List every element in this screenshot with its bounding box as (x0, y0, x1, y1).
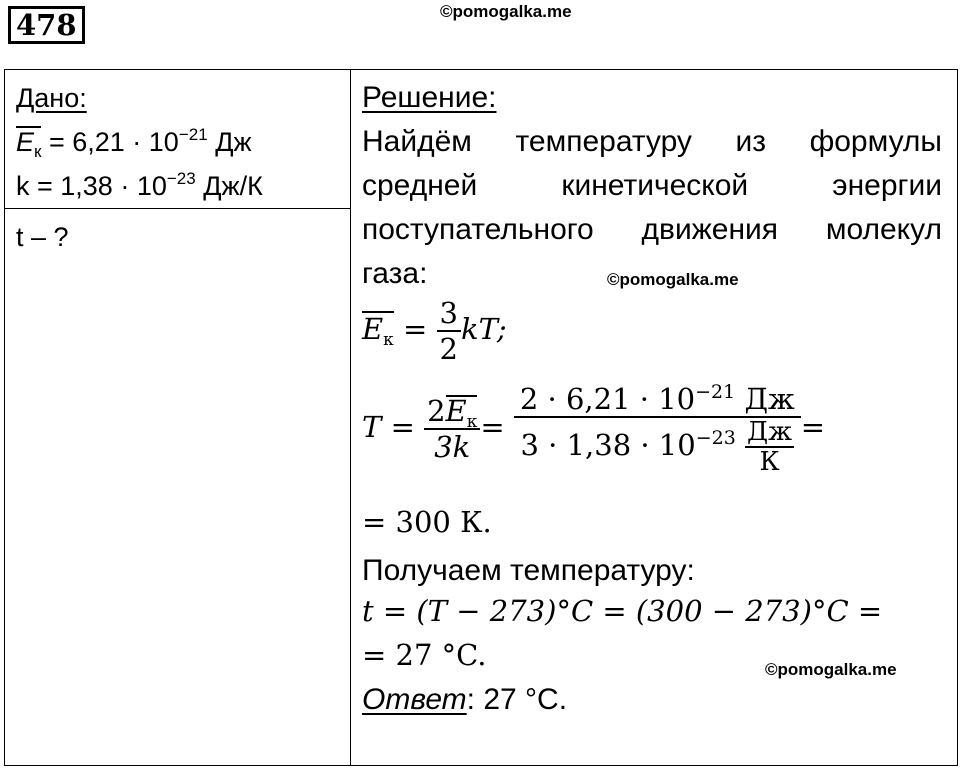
eq1-fraction-denominator: 2 (439, 332, 458, 366)
eq2-unit-fraction (745, 418, 794, 476)
given-boltzmann (16, 164, 346, 208)
boltzmann-unit: Дж/К (203, 171, 263, 201)
eq2-numerator-symbol: E (445, 394, 467, 428)
given-divider (4, 208, 351, 209)
eq1-equals: = (403, 312, 428, 346)
eq2-equals-3: = (800, 410, 826, 444)
conclusion-section (362, 549, 942, 593)
equation-energy (362, 296, 507, 366)
watermark-middle: ©pomogalka.me (607, 270, 739, 289)
celsius-result: = 27 °C. (362, 638, 487, 672)
energy-exponent: −21 (178, 125, 208, 144)
eq2-denominator-symbolic: 3k (434, 430, 471, 464)
eq2-lhs: T (362, 410, 382, 444)
eq2-fraction-symbolic (424, 394, 480, 464)
eq1-rhs: kT; (461, 312, 507, 346)
eq2-fraction-numeric (514, 382, 801, 476)
eq2-denominator-numeric: 3 · 1,38 · 10 (520, 428, 696, 462)
problem-number: 478 (8, 6, 85, 44)
solution-text-line-4: газа: (362, 257, 428, 290)
energy-subscript: к (34, 142, 42, 161)
energy-symbol: E (16, 127, 35, 157)
eq2-numerator-numeric: 2 · 6,21 · 10 (519, 382, 696, 416)
watermark-bottom: ©pomogalka.me (765, 660, 897, 679)
equation-temperature (362, 382, 825, 476)
boltzmann-exponent: −23 (166, 169, 196, 188)
energy-value: = 6,21 · 10 (48, 127, 179, 157)
answer-label: Ответ (362, 683, 467, 716)
watermark-top: ©pomogalka.me (440, 2, 572, 21)
answer-value: : 27 °С. (466, 683, 568, 716)
eq2-numerator-unit: Дж (744, 382, 795, 416)
eq2-numerator-exponent: −21 (695, 381, 736, 403)
eq2-numerator-subscript: к (466, 412, 478, 432)
eq2-equals-2: = (480, 410, 505, 444)
eq2-equals-1: = (390, 410, 415, 444)
eq2-numerator-coef: 2 (427, 394, 446, 428)
energy-unit: Дж (215, 127, 252, 157)
eq1-fraction (437, 296, 461, 366)
conclusion-text: Получаем температуру: (362, 554, 695, 587)
given-energy (16, 120, 346, 164)
solution-title: Решение: (362, 81, 497, 114)
result-line: = 300 К. (362, 505, 492, 539)
find-section: t – ? (16, 222, 69, 252)
eq1-lhs-symbol: E (362, 312, 384, 346)
eq2-unit-denominator: К (759, 447, 780, 477)
boltzmann-value: k = 1,38 · 10 (16, 171, 167, 201)
column-divider (350, 69, 351, 766)
solution-text-line-1: Найдём температуру из формулы (362, 125, 942, 158)
answer-section (362, 678, 942, 722)
eq2-unit-numerator: Дж (747, 417, 793, 447)
solution-section (362, 76, 942, 296)
given-title: Дано: (16, 83, 87, 113)
solution-text-line-2: средней кинетической энергии (362, 169, 942, 202)
solution-text-line-3: поступательного движения молекул (362, 213, 942, 246)
eq1-lhs-subscript: к (383, 330, 394, 350)
celsius-equation: t = (T − 273)°C = (300 − 273)°C = (362, 594, 883, 628)
eq2-denominator-exponent: −23 (695, 427, 736, 449)
given-section (16, 76, 346, 208)
eq1-fraction-numerator: 3 (437, 296, 461, 332)
